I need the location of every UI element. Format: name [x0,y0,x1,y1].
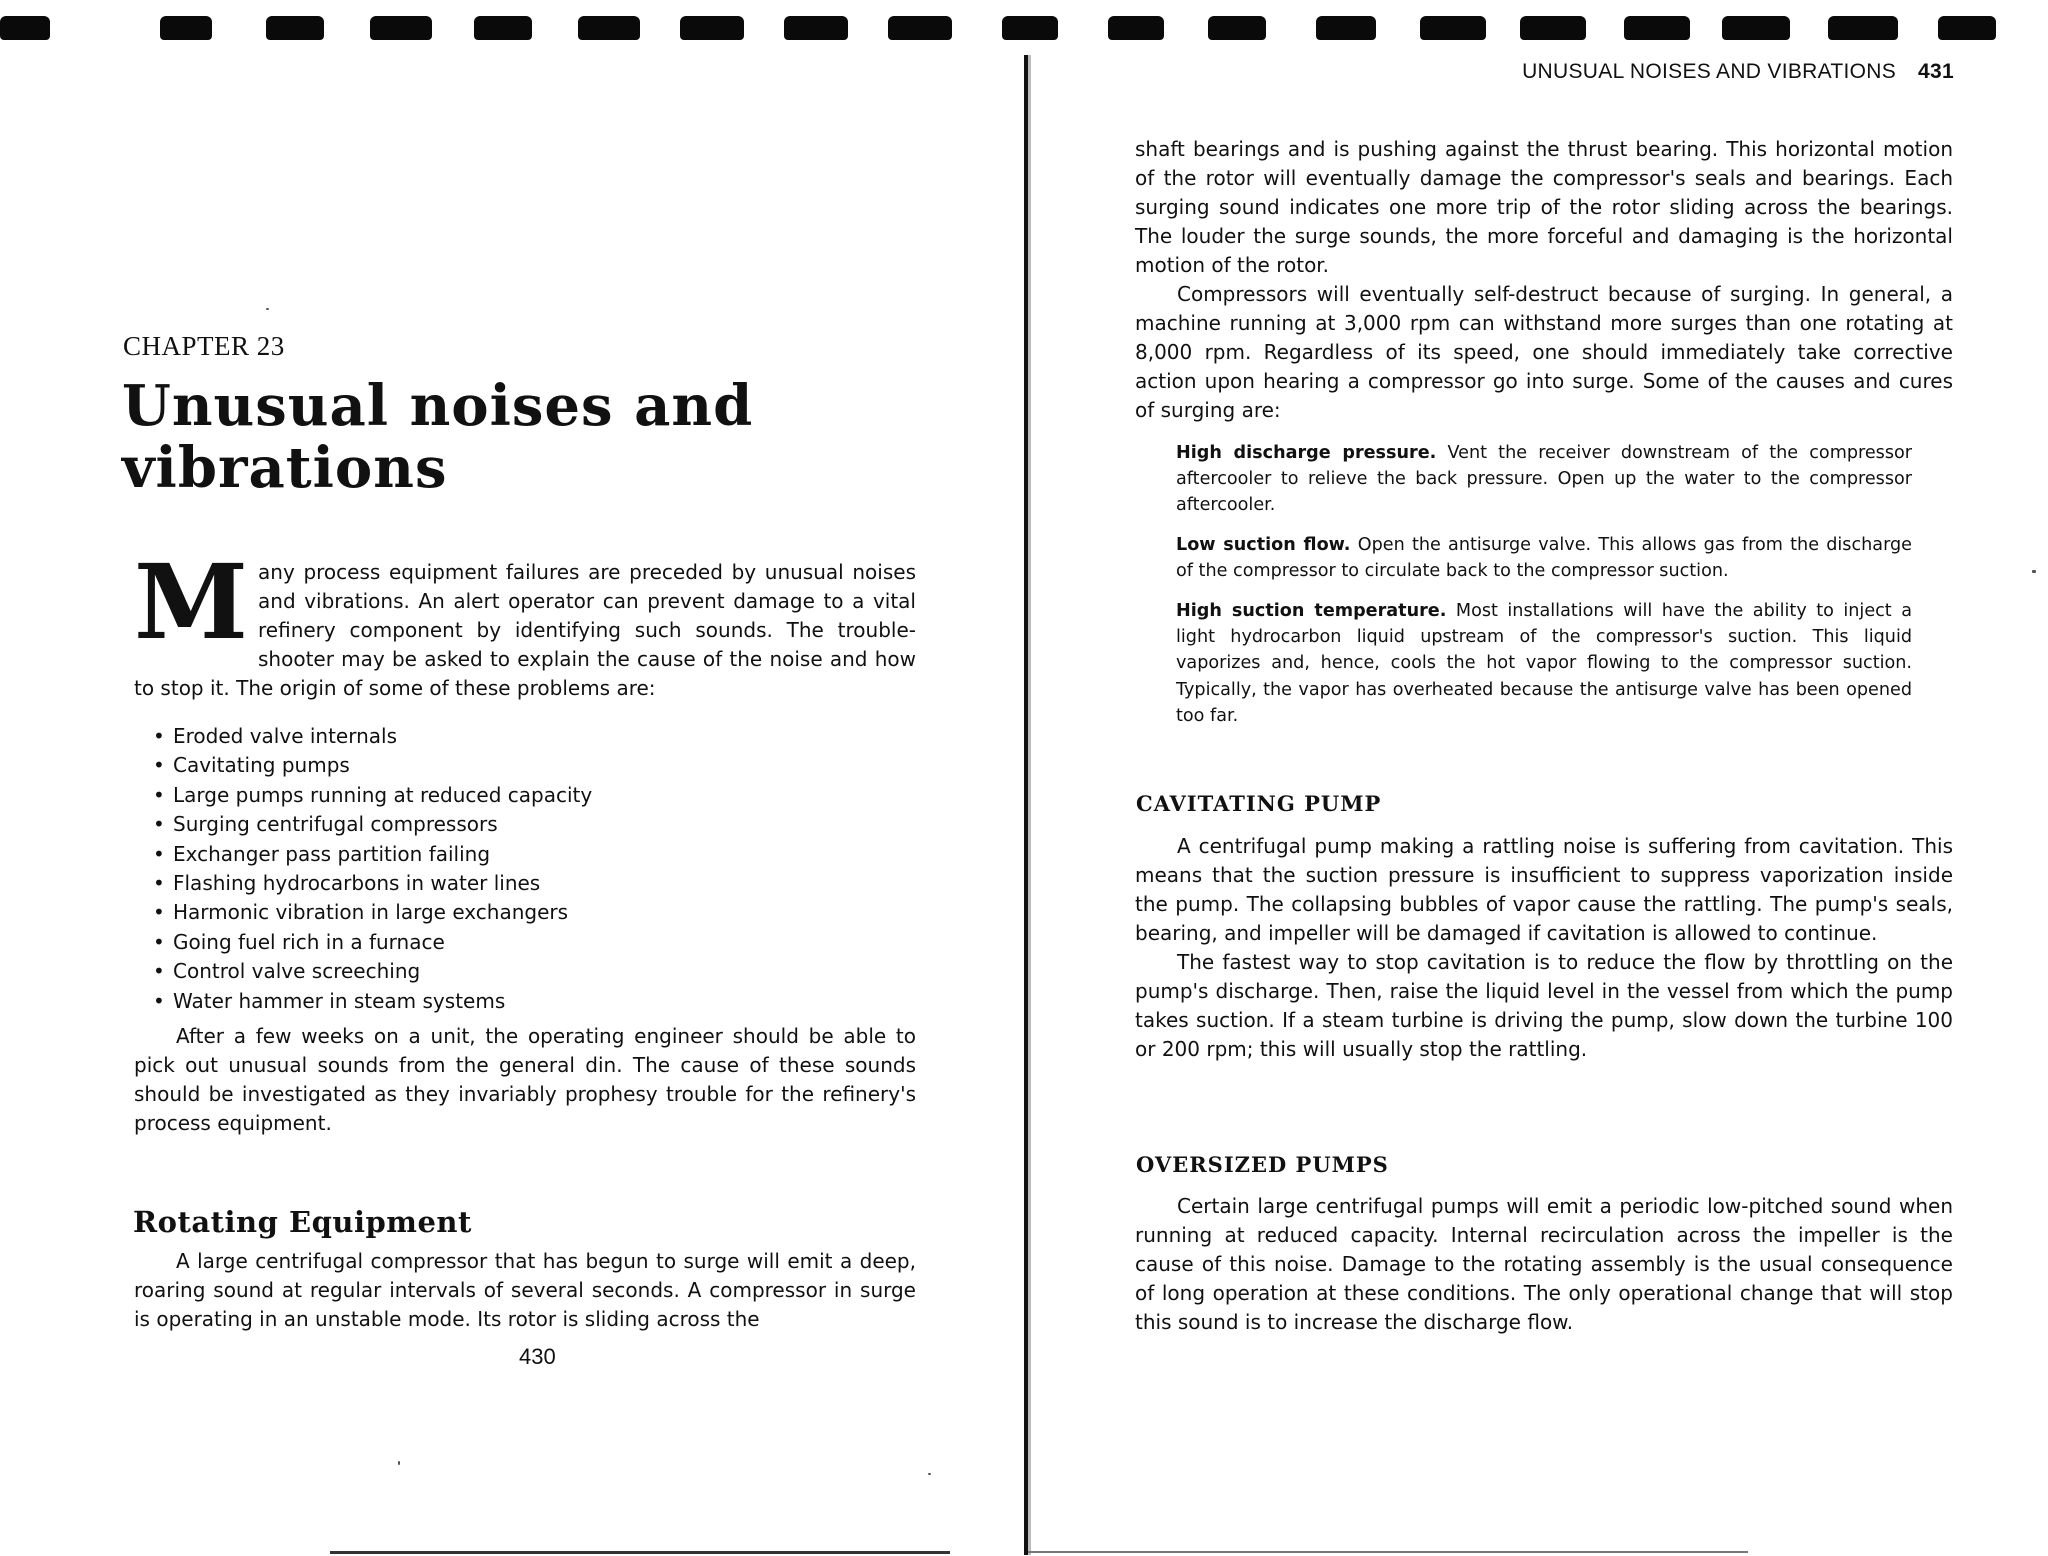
cause-item [1176,440,1912,519]
cavitating-text-block [1135,832,1953,1064]
list-item: • Flashing hydrocarbons in water lines [153,869,873,898]
list-item: • Control valve screeching [153,957,873,986]
running-head [1522,60,1954,84]
list-item: • Surging centrifugal compressors [153,810,873,839]
list-item: • Harmonic vibration in large exchangers [153,898,873,927]
after-list-paragraph: After a few weeks on a unit, the operating engineer should be able to pick out unusual sounds from the general din. The cause of these sounds should be investigated as they invariably prophesy trouble for the refinery's process equipment. [134,1024,916,1135]
drop-cap: M [134,542,249,663]
surge-paragraph: Compressors will eventually self-destruct because of surging. In general, a machine running at 3,000 rpm can withstand more surges than one rotating at 8,000 rpm. Regardless of its speed, one should immediately take corrective action upon hearing a compressor go into surge. Some of the causes and cures of surging are: [1135,282,1953,422]
print-speck [928,1473,931,1475]
print-speck [266,308,269,310]
chapter-title: Unusual noises and vibrations [122,373,754,501]
cavitating-paragraph-2: The fastest way to stop cavitation is to reduce the flow by throttling on the pump's discharge. Then, raise the liquid level in the vessel from which the pump takes suction. If a steam turbine is driving the pump, slow down the turbine 100 or 200 rpm; this will usually stop the rattling. [1135,950,1953,1061]
list-item: • Water hammer in steam systems [153,987,873,1016]
right-page [1032,0,2048,1556]
left-page [0,0,1020,1556]
page-number-left: 430 [519,1344,556,1369]
oversized-paragraph: Certain large centrifugal pumps will emit a periodic low-pitched sound when running at reduced capacity. Internal recirculation across the impeller is the cause of this noise. Damage to the rotating assembly is the usual consequence of long operation at these conditions. The only operational change that will stop this sound is to increase the discharge flow. [1135,1194,1953,1334]
cause-text: Most installations will have the ability to inject a light hydrocarbon liquid upstream of the compressor's suction. This liquid vaporizes and, hence, cools the hot vapor flowing to the compressor suction. Typically, the vapor has overheated because the antisurge valve has been opened too far. [1176,601,1912,726]
chapter-label: CHAPTER 23 [123,331,285,361]
list-item: • Large pumps running at reduced capacity [153,781,873,810]
list-item: • Cavitating pumps [153,751,873,780]
cause-term: High discharge pressure. [1176,443,1437,463]
gutter-shadow [1028,55,1031,1555]
cavitating-paragraph-1: A centrifugal pump making a rattling noise is suffering from cavitation. This means that the suction pressure is insufficient to suppress vaporization inside the pump. The collapsing bubbles of vapor cause the rattling. The pump's seals, bearing, and impeller will be damaged if cavitation is allowed to continue. [1135,834,1953,945]
section-heading-rotating-equipment: Rotating Equipment [133,1205,472,1239]
intro-text: any process equipment failures are preceded by unusual noises and vibrations. An alert operator can prevent damage to a vital refinery component by identifying such sounds. The trouble-shooter may be asked to explain the cause of the noise and how to stop it. The origin of some of these problems are: [134,560,916,700]
continued-text-block [1135,135,1953,425]
cause-item [1176,598,1912,729]
print-speck [398,1461,400,1465]
cause-term: High suction temperature. [1176,601,1447,621]
intro-paragraph [134,542,916,703]
page-number-right: 431 [1918,60,1954,83]
running-head-title: UNUSUAL NOISES AND VIBRATIONS [1522,60,1897,83]
cause-term: Low suction flow. [1176,535,1351,555]
continued-paragraph: shaft bearings and is pushing against the thrust bearing. This horizontal motion of the rotor will eventually damage the compressor's seals and bearings. Each surging sound indicates one more trip of the rotor sliding across the bearings. The louder the surge sounds, the more forceful and damaging is the horizontal motion of the rotor. [1135,137,1953,277]
cause-text: Open the antisurge valve. This allows gas from the discharge of the compressor to circulate back to the compressor suction. [1176,535,1912,582]
cause-text: Vent the receiver downstream of the compressor aftercooler to relieve the back pressure. Open up the water to the compressor aftercooler. [1176,443,1913,516]
rotating-paragraph: A large centrifugal compressor that has begun to surge will emit a deep, roaring sound at regular intervals of several seconds. A compressor in surge is operating in an unstable mode. Its rotor is sliding across the [134,1249,916,1331]
print-speck [2032,570,2036,573]
problems-list [153,722,873,1016]
cause-item [1176,532,1912,584]
section-heading-oversized-pumps: OVERSIZED PUMPS [1136,1152,1389,1177]
list-item: • Eroded valve internals [153,722,873,751]
section-heading-cavitating-pump: CAVITATING PUMP [1136,791,1382,816]
list-item: • Going fuel rich in a furnace [153,928,873,957]
list-item: • Exchanger pass partition failing [153,840,873,869]
